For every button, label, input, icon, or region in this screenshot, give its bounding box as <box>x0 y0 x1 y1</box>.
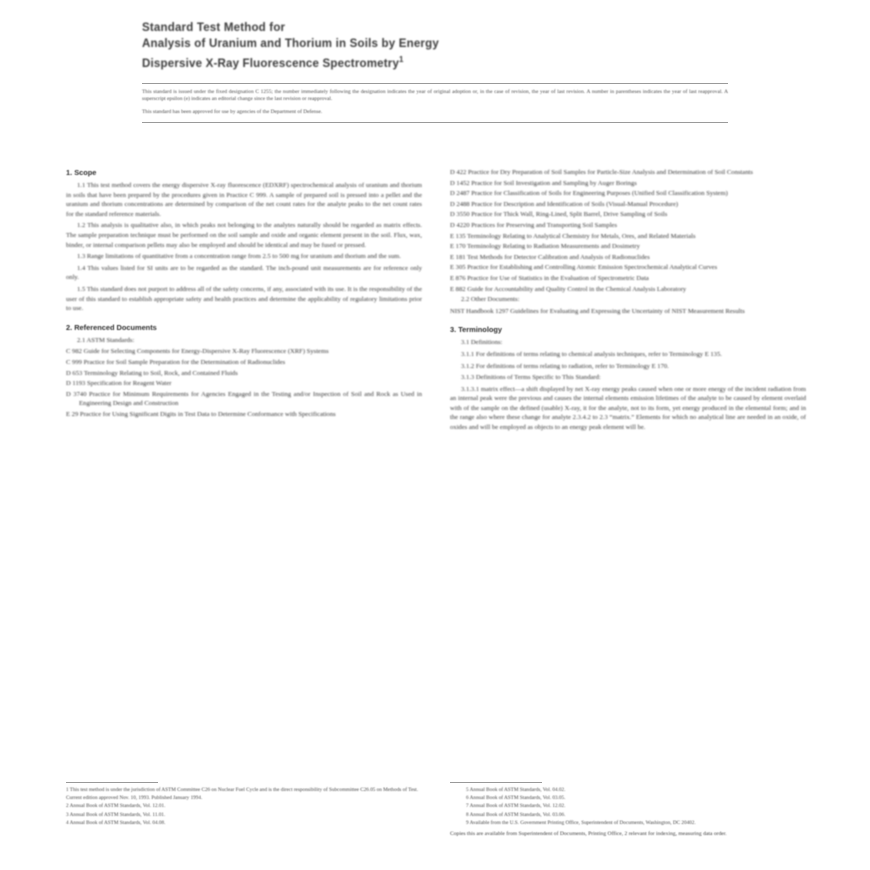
title-footnote-marker: 1 <box>399 55 404 64</box>
reference-item: C 982 Guide for Selecting Components for Energy-Dispersive X-Ray Fluorescence (XRF) Systems <box>66 348 329 356</box>
reference-item: E 181 Test Methods for Detector Calibration and Analysis of Radionuclides <box>450 253 650 261</box>
paragraph: 1.3 Range limitations of quantitative from a concentration range from 2.5 to 500 mg for uranium and thorium and the sum. <box>77 253 401 261</box>
reference-item: D 3740 Practice for Minimum Requirements for Agencies Engaged in the Testing and/or Inspection of Soil and Rock as Used in Engineering Design and Construction <box>66 390 422 408</box>
footnote-divider <box>66 782 158 783</box>
footnote: 4 Annual Book of ASTM Standards, Vol. 04.08. <box>66 819 166 826</box>
footnote: 5 Annual Book of ASTM Standards, Vol. 04.02. <box>466 787 566 793</box>
reference-item: E 876 Practice for Use of Statistics in the Evaluation of Spectrometric Data <box>450 274 649 282</box>
definition-item: 3.1.1 For definitions of terms relating to chemical analysis techniques, refer to Terminology E 135. <box>461 350 722 358</box>
paragraph: 1.4 This values listed for SI units are to be regarded as the standard. The inch-pound unit measurements are for reference only only. <box>66 264 422 282</box>
paragraph: 1.2 This analysis is qualitative also, in which peaks not belonging to the analytes naturally should be regarded as matrix effects. The sample preparation technique must be performed on the soil sample and oxide and organic element present in the soil. Flux, wax, binder, or internal comparison pellets may also be employed and should be identical and may be fused or pressed. <box>66 222 422 249</box>
footnote: 8 Annual Book of ASTM Standards, Vol. 03.06. <box>466 811 566 818</box>
title-line-3: Dispersive X-Ray Fluorescence Spectrometry$^1$ <box>142 55 404 70</box>
designation-note: This standard is issued under the fixed designation C 1255; the number immediately following the designation indicates the year of original adoption or, in the case of revision, the year of last revision. A number in parentheses indicates the year of last reapproval. A superscript epsilon (e) indicates an editorial change since the last revision or reapproval. <box>142 88 728 103</box>
subsection-astm-standards: 2.1 ASTM Standards: <box>77 336 135 344</box>
footnote-divider-right <box>450 782 542 783</box>
footnote: 3 Annual Book of ASTM Standards, Vol. 11.01. <box>66 811 166 818</box>
footnotes-right <box>450 782 806 844</box>
footnote-closing: Copies this are available from Superintendent of Documents, Printing Office, 2 relevant for indexing, measuring data order. <box>450 831 727 838</box>
section-heading-referenced-documents: 2. Referenced Documents <box>66 322 157 332</box>
subsection-other-documents: 2.2 Other Documents: <box>461 296 520 304</box>
title-line-1: Standard Test Method for <box>142 22 286 34</box>
paragraph: 1.1 This test method covers the energy dispersive X-ray fluorescence (EDXRF) spectrochemical analysis of uranium and thorium in soils that have been prepared by the procedures given in Practice C 999. A sample of prepared soil is pressed into a pellet and the uranium and thorium concentrations are determined by comparison of the net count rates for the analyte peaks to the net count rates for the standard reference materials. <box>66 182 422 218</box>
note-divider <box>142 122 728 123</box>
title-divider <box>142 83 728 84</box>
reference-item: D 1452 Practice for Soil Investigation and Sampling by Auger Borings <box>450 179 637 187</box>
definition-item: 3.1.3.1 matrix effect—a shift displayed by net X-ray energy peaks caused when one or more energy of the incident radiation from an internal peak were the previous and causes the internal elements emission lifetimes of the analyte to be caused by element overlaid with of the sample on the defined (usable) X-ray, it for the analyte, not to its form, yet energy produced in the elemental form; and in the range also where these change for analyte 2.3.4.2 to 2.3 “matrix.” Elements for which no analytical line are needed in an oxide, of oxides and will be employed as objects to an energy peak element will be. <box>450 385 806 432</box>
document-header <box>142 20 728 123</box>
right-column <box>450 168 806 435</box>
reference-item: D 422 Practice for Dry Preparation of Soil Samples for Particle-Size Analysis and Determination of Soil Constants <box>450 169 753 176</box>
reference-item: D 1193 Specification for Reagent Water <box>66 380 172 388</box>
footnote: 1 This test method is under the jurisdiction of ASTM Committee C26 on Nuclear Fuel Cycle and is the direct responsibility of Subcommittee C26.05 on Methods of Test. <box>66 787 419 793</box>
section-heading-terminology: 3. Terminology <box>450 325 503 335</box>
body-columns <box>66 168 806 435</box>
reference-item: E 882 Guide for Accountability and Quality Control in the Chemical Analysis Laboratory <box>450 285 687 293</box>
left-column <box>66 168 422 435</box>
footnote: 7 Annual Book of ASTM Standards, Vol. 12.02. <box>466 803 566 810</box>
reference-item: E 29 Practice for Using Significant Digits in Test Data to Determine Conformance with Specifications <box>66 410 336 418</box>
definition-item: 3.1.2 For definitions of terms relating to radiation, refer to Terminology E 170. <box>461 362 669 370</box>
other-document-item: NIST Handbook 1297 Guidelines for Evaluating and Expressing the Uncertainty of NIST Measurement Results <box>450 307 745 315</box>
footnote: 6 Annual Book of ASTM Standards, Vol. 03.05. <box>466 795 566 802</box>
reference-item: D 2487 Practice for Classification of Soils for Engineering Purposes (Unified Soil Classification System) <box>450 190 728 198</box>
reference-item: E 135 Terminology Relating to Analytical Chemistry for Metals, Ores, and Related Materials <box>450 232 696 240</box>
reference-item: E 305 Practice for Establishing and Controlling Atomic Emission Spectrochemical Analytical Curves <box>450 264 718 272</box>
section-heading-scope: 1. Scope <box>66 168 97 177</box>
footnote: 2 Annual Book of ASTM Standards, Vol. 12.01. <box>66 803 166 810</box>
subsection-definitions: 3.1 Definitions: <box>461 339 503 347</box>
reference-item: C 999 Practice for Soil Sample Preparation for the Determination of Radionuclides <box>66 358 286 366</box>
reference-item: D 3550 Practice for Thick Wall, Ring-Lined, Split Barrel, Drive Sampling of Soils <box>450 211 668 219</box>
reference-item: E 170 Terminology Relating to Radiation Measurements and Dosimetry <box>450 243 640 251</box>
reference-item: D 4220 Practices for Preserving and Transporting Soil Samples <box>450 221 618 229</box>
title-line-2: Analysis of Uranium and Thorium in Soils by Energy <box>142 38 439 50</box>
paragraph: 1.5 This standard does not purport to address all of the safety concerns, if any, associated with its use. It is the responsibility of the user of this standard to establish appropriate safety and health practices and determine the applicability of regulatory limitations prior to use. <box>66 285 422 313</box>
definition-item: 3.1.3 Definitions of Terms Specific to This Standard: <box>461 374 601 382</box>
footnotes-left <box>66 782 422 828</box>
footnote: Current edition approved Nov. 10, 1993. Published January 1994. <box>66 795 203 802</box>
reference-item: D 653 Terminology Relating to Soil, Rock, and Contained Fluids <box>66 369 238 377</box>
page-title <box>142 20 728 72</box>
reference-item: D 2488 Practice for Description and Identification of Soils (Visual-Manual Procedure) <box>450 200 679 208</box>
dod-note: This standard has been approved for use by agencies of the Department of Defense. <box>142 108 323 115</box>
footnote: 9 Available from the U.S. Government Printing Office, Superintendent of Documents, Washington, DC 20402. <box>466 819 696 826</box>
